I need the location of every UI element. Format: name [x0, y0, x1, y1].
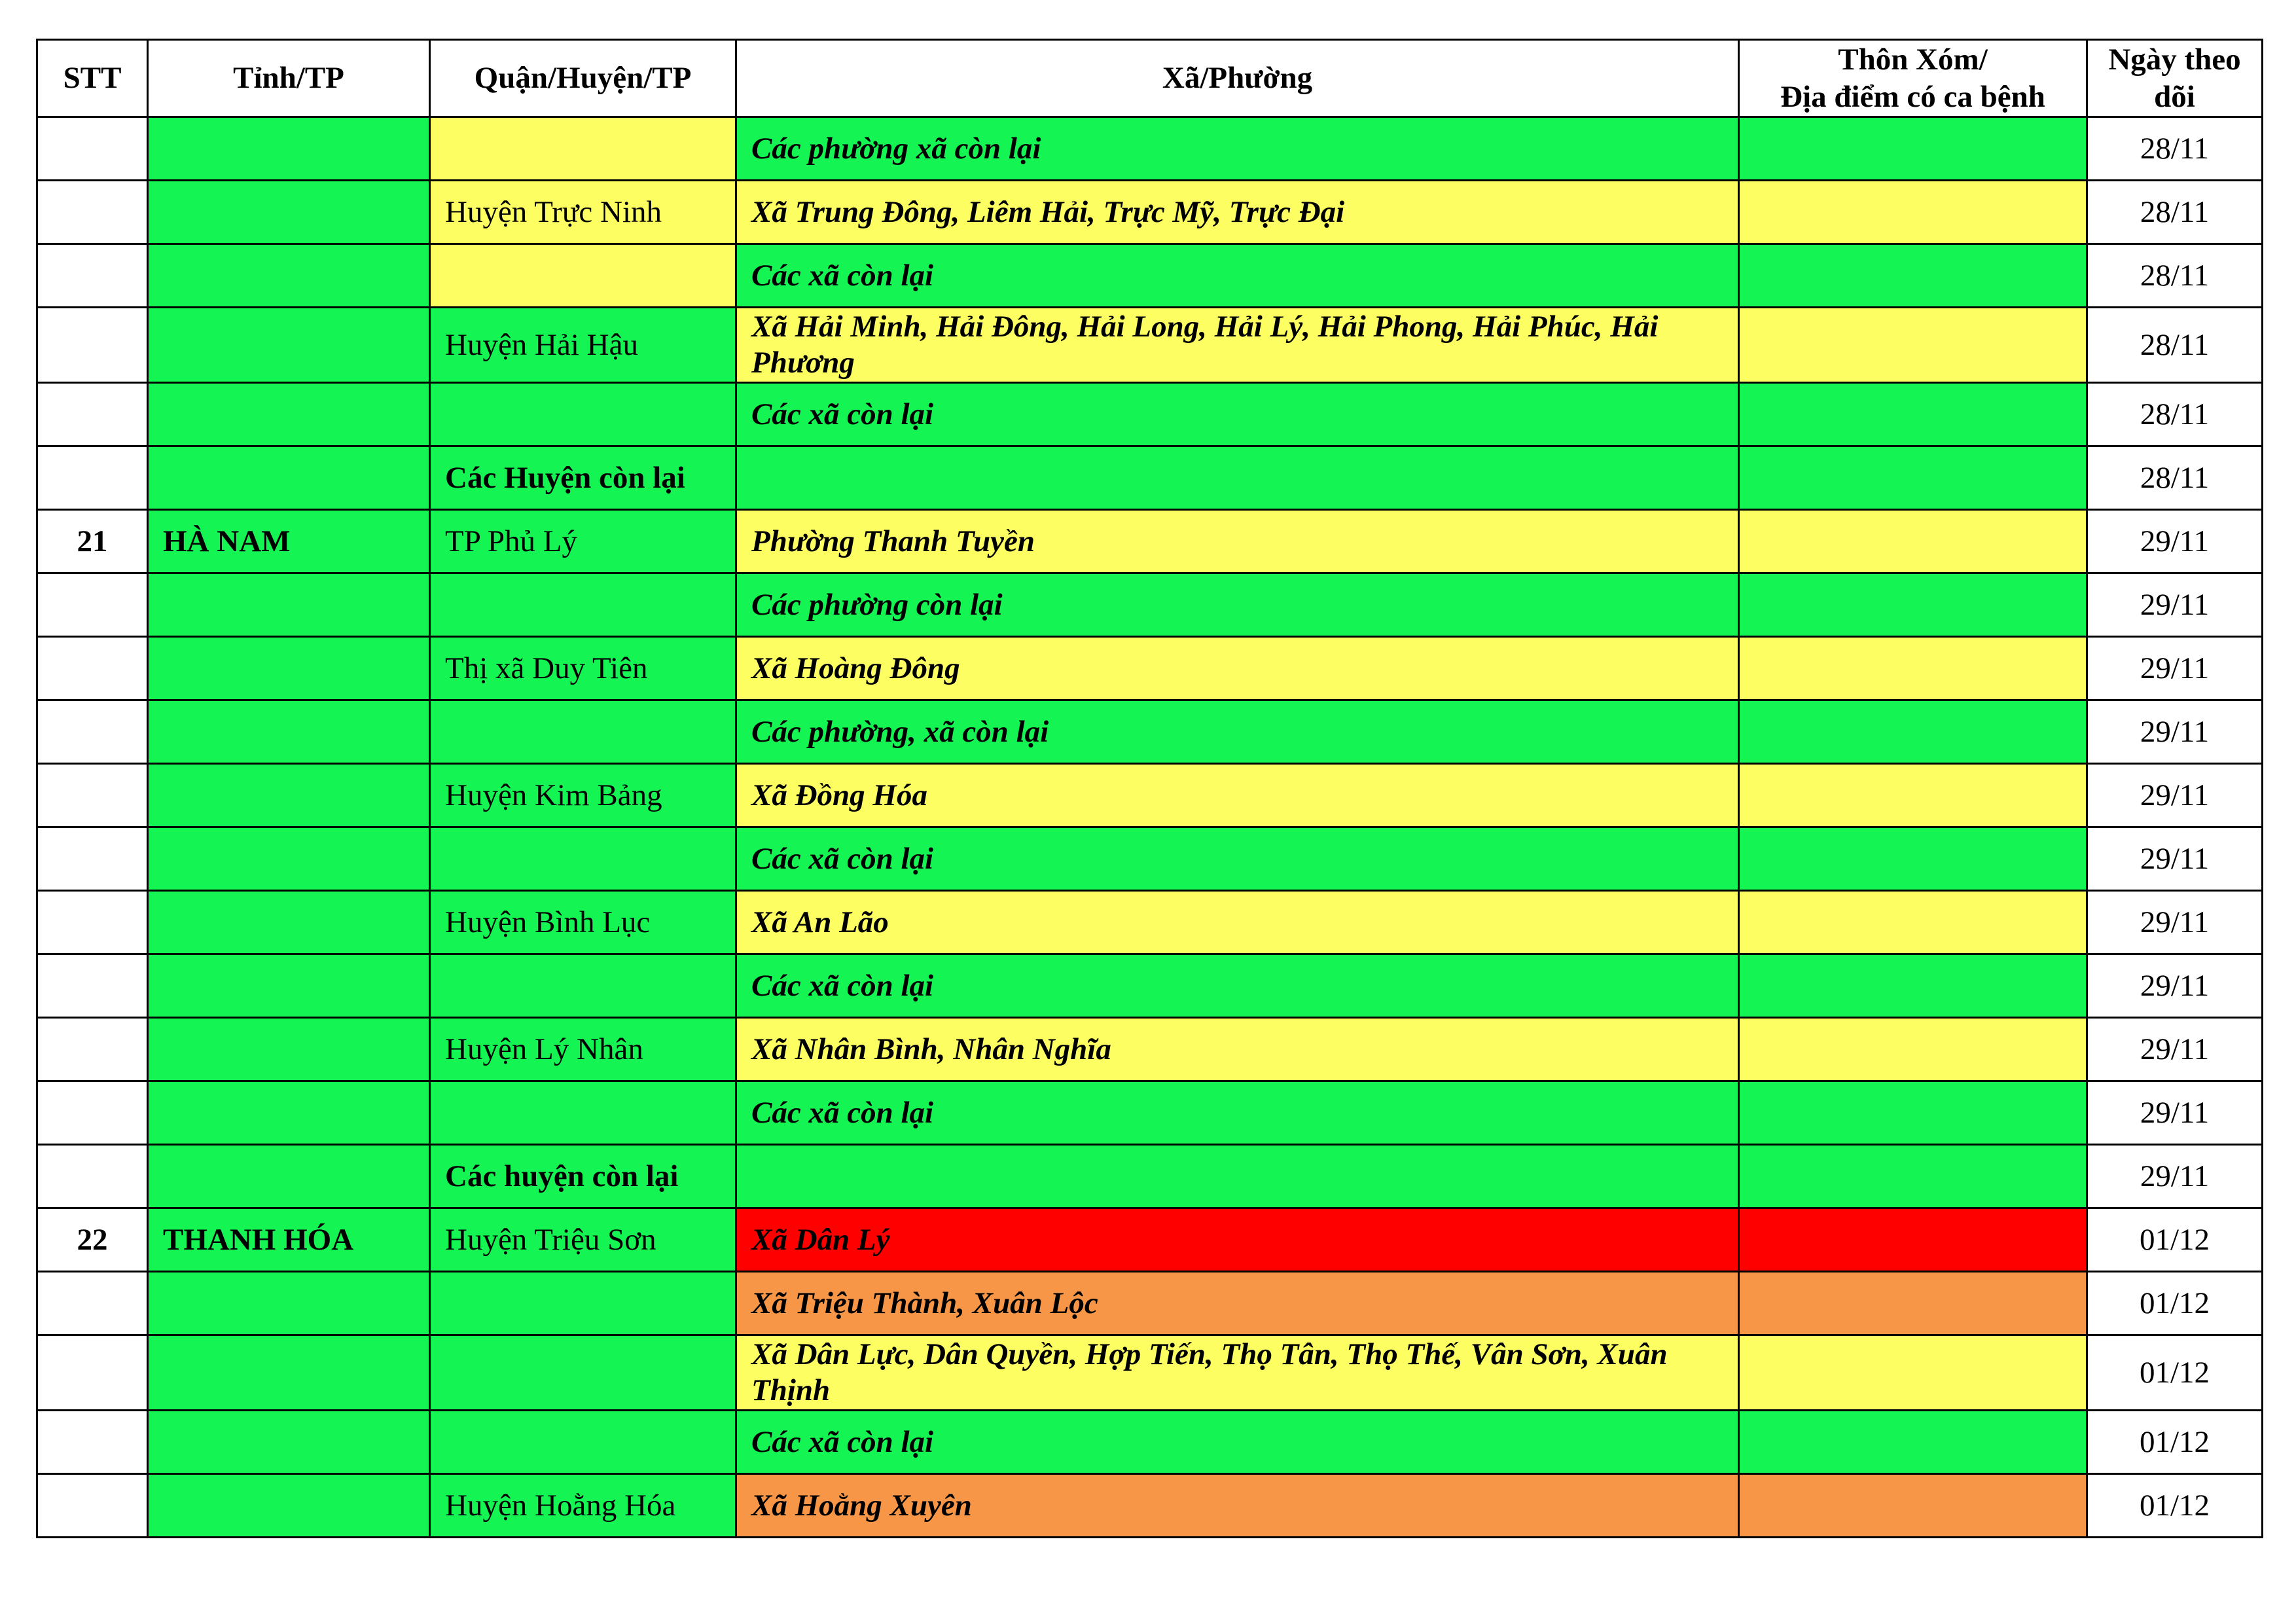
- table-row: [37, 383, 2263, 446]
- cell-province: [148, 637, 430, 700]
- table-row: [37, 573, 2263, 637]
- cell-stt: [37, 1018, 148, 1081]
- cell-ward: Xã Hải Minh, Hải Đông, Hải Long, Hải Lý, Hải Phong, Hải Phúc, Hải Phương: [736, 308, 1739, 383]
- cell-hamlet: [1739, 764, 2087, 827]
- cell-province: [148, 827, 430, 891]
- cell-stt: [37, 308, 148, 383]
- cell-ward: Xã Dân Lý: [736, 1208, 1739, 1272]
- table-row: [37, 954, 2263, 1018]
- cell-district: [430, 1272, 736, 1335]
- table-row: [37, 764, 2263, 827]
- cell-date: 29/11: [2087, 510, 2263, 573]
- cell-district: Huyện Bình Lục: [430, 891, 736, 954]
- table-row: [37, 1145, 2263, 1208]
- cell-hamlet: [1739, 446, 2087, 510]
- cell-hamlet: [1739, 510, 2087, 573]
- cell-hamlet: [1739, 244, 2087, 308]
- cell-hamlet: [1739, 1208, 2087, 1272]
- cell-ward: Các xã còn lại: [736, 383, 1739, 446]
- table-body: [37, 117, 2263, 1538]
- header-ward: Xã/Phường: [736, 40, 1739, 117]
- cell-district: Huyện Trực Ninh: [430, 181, 736, 244]
- cell-date: 29/11: [2087, 573, 2263, 637]
- table-row: [37, 244, 2263, 308]
- cell-district: [430, 1411, 736, 1474]
- cell-district: Huyện Lý Nhân: [430, 1018, 736, 1081]
- cell-ward: [736, 1145, 1739, 1208]
- cell-stt: [37, 117, 148, 181]
- cell-stt: [37, 827, 148, 891]
- cell-stt: [37, 700, 148, 764]
- table-row: [37, 827, 2263, 891]
- cell-ward: Xã Triệu Thành, Xuân Lộc: [736, 1272, 1739, 1335]
- cell-date: 01/12: [2087, 1335, 2263, 1411]
- cell-province: [148, 700, 430, 764]
- cell-province: [148, 181, 430, 244]
- cell-date: 29/11: [2087, 891, 2263, 954]
- cell-hamlet: [1739, 1081, 2087, 1145]
- cell-hamlet: [1739, 1272, 2087, 1335]
- cell-district: Huyện Hoằng Hóa: [430, 1474, 736, 1538]
- cell-ward: Xã Trung Đông, Liêm Hải, Trực Mỹ, Trực Đại: [736, 181, 1739, 244]
- table-row: [37, 308, 2263, 383]
- cell-district: Các Huyện còn lại: [430, 446, 736, 510]
- cell-stt: [37, 1272, 148, 1335]
- cell-ward: Các xã còn lại: [736, 1411, 1739, 1474]
- cell-hamlet: [1739, 1335, 2087, 1411]
- cell-province: [148, 308, 430, 383]
- cell-province: [148, 1018, 430, 1081]
- cell-district: Huyện Hải Hậu: [430, 308, 736, 383]
- cell-date: 28/11: [2087, 117, 2263, 181]
- cell-date: 29/11: [2087, 1081, 2263, 1145]
- cell-stt: [37, 954, 148, 1018]
- header-district: Quận/Huyện/TP: [430, 40, 736, 117]
- cell-hamlet: [1739, 700, 2087, 764]
- cell-hamlet: [1739, 1411, 2087, 1474]
- cell-province: [148, 764, 430, 827]
- cell-stt: 22: [37, 1208, 148, 1272]
- cell-stt: [37, 1474, 148, 1538]
- cell-district: [430, 1335, 736, 1411]
- cell-province: [148, 1081, 430, 1145]
- cell-date: 28/11: [2087, 308, 2263, 383]
- cell-date: 29/11: [2087, 700, 2263, 764]
- cell-ward: Xã Hoàng Đông: [736, 637, 1739, 700]
- cell-stt: [37, 1145, 148, 1208]
- table-row: [37, 181, 2263, 244]
- cell-province: HÀ NAM: [148, 510, 430, 573]
- cell-district: Thị xã Duy Tiên: [430, 637, 736, 700]
- header-hamlet: [1739, 40, 2087, 117]
- cell-district: [430, 1081, 736, 1145]
- table-row: [37, 700, 2263, 764]
- cell-hamlet: [1739, 573, 2087, 637]
- cell-date: 29/11: [2087, 827, 2263, 891]
- cell-stt: [37, 181, 148, 244]
- cell-stt: [37, 573, 148, 637]
- cell-stt: [37, 383, 148, 446]
- header-stt: STT: [37, 40, 148, 117]
- table-row: [37, 1474, 2263, 1538]
- cell-province: [148, 891, 430, 954]
- cell-date: 29/11: [2087, 1145, 2263, 1208]
- cell-date: 01/12: [2087, 1208, 2263, 1272]
- cell-province: [148, 1335, 430, 1411]
- cell-province: [148, 117, 430, 181]
- cell-ward: Các xã còn lại: [736, 1081, 1739, 1145]
- cell-ward: Xã Dân Lực, Dân Quyền, Hợp Tiến, Thọ Tân, Thọ Thế, Vân Sơn, Xuân Thịnh: [736, 1335, 1739, 1411]
- monitoring-table: [36, 39, 2263, 1538]
- cell-stt: [37, 1081, 148, 1145]
- cell-hamlet: [1739, 891, 2087, 954]
- cell-ward: Xã Nhân Bình, Nhân Nghĩa: [736, 1018, 1739, 1081]
- cell-stt: [37, 446, 148, 510]
- cell-ward: Các xã còn lại: [736, 954, 1739, 1018]
- cell-date: 29/11: [2087, 764, 2263, 827]
- cell-ward: [736, 446, 1739, 510]
- cell-district: Huyện Kim Bảng: [430, 764, 736, 827]
- cell-stt: [37, 1411, 148, 1474]
- header-hamlet-line1: Thôn Xóm/: [1838, 43, 1988, 77]
- cell-district: [430, 700, 736, 764]
- cell-hamlet: [1739, 383, 2087, 446]
- cell-province: [148, 1411, 430, 1474]
- cell-district: Các huyện còn lại: [430, 1145, 736, 1208]
- header-hamlet-line2: Địa điểm có ca bệnh: [1780, 79, 2045, 114]
- cell-ward: Xã An Lão: [736, 891, 1739, 954]
- table-row: [37, 1411, 2263, 1474]
- table-row: [37, 1081, 2263, 1145]
- table-row: [37, 1018, 2263, 1081]
- cell-date: 01/12: [2087, 1411, 2263, 1474]
- table-row: [37, 510, 2263, 573]
- cell-stt: [37, 891, 148, 954]
- cell-date: 01/12: [2087, 1474, 2263, 1538]
- table-row: [37, 117, 2263, 181]
- cell-district: [430, 573, 736, 637]
- cell-province: [148, 1272, 430, 1335]
- cell-hamlet: [1739, 637, 2087, 700]
- cell-hamlet: [1739, 181, 2087, 244]
- cell-district: TP Phủ Lý: [430, 510, 736, 573]
- table-row: [37, 1208, 2263, 1272]
- cell-district: [430, 117, 736, 181]
- header-row: [37, 40, 2263, 117]
- cell-date: 29/11: [2087, 1018, 2263, 1081]
- cell-ward: Xã Đồng Hóa: [736, 764, 1739, 827]
- table-row: [37, 1272, 2263, 1335]
- cell-province: [148, 1474, 430, 1538]
- cell-district: Huyện Triệu Sơn: [430, 1208, 736, 1272]
- cell-province: [148, 244, 430, 308]
- cell-ward: Các phường, xã còn lại: [736, 700, 1739, 764]
- cell-province: [148, 1145, 430, 1208]
- cell-district: [430, 383, 736, 446]
- cell-province: THANH HÓA: [148, 1208, 430, 1272]
- cell-ward: Các xã còn lại: [736, 827, 1739, 891]
- cell-ward: Phường Thanh Tuyền: [736, 510, 1739, 573]
- cell-hamlet: [1739, 1018, 2087, 1081]
- table-row: [37, 446, 2263, 510]
- cell-stt: [37, 764, 148, 827]
- table-row: [37, 637, 2263, 700]
- cell-province: [148, 383, 430, 446]
- cell-stt: 21: [37, 510, 148, 573]
- cell-date: 28/11: [2087, 181, 2263, 244]
- header-date: [2087, 40, 2263, 117]
- cell-date: 01/12: [2087, 1272, 2263, 1335]
- cell-hamlet: [1739, 1145, 2087, 1208]
- table-row: [37, 1335, 2263, 1411]
- cell-ward: Các xã còn lại: [736, 244, 1739, 308]
- cell-district: [430, 244, 736, 308]
- cell-province: [148, 446, 430, 510]
- cell-district: [430, 827, 736, 891]
- cell-ward: Các phường còn lại: [736, 573, 1739, 637]
- cell-ward: Các phường xã còn lại: [736, 117, 1739, 181]
- cell-date: 28/11: [2087, 446, 2263, 510]
- cell-stt: [37, 1335, 148, 1411]
- cell-date: 28/11: [2087, 383, 2263, 446]
- cell-stt: [37, 637, 148, 700]
- cell-date: 29/11: [2087, 637, 2263, 700]
- header-province: Tỉnh/TP: [148, 40, 430, 117]
- cell-date: 28/11: [2087, 244, 2263, 308]
- cell-ward: Xã Hoằng Xuyên: [736, 1474, 1739, 1538]
- cell-hamlet: [1739, 827, 2087, 891]
- table-row: [37, 891, 2263, 954]
- cell-district: [430, 954, 736, 1018]
- cell-stt: [37, 244, 148, 308]
- header-date-line2: dõi: [2154, 79, 2195, 114]
- cell-hamlet: [1739, 1474, 2087, 1538]
- cell-hamlet: [1739, 954, 2087, 1018]
- cell-province: [148, 954, 430, 1018]
- header-date-line1: Ngày theo: [2108, 43, 2241, 77]
- cell-province: [148, 573, 430, 637]
- cell-date: 29/11: [2087, 954, 2263, 1018]
- cell-hamlet: [1739, 117, 2087, 181]
- cell-hamlet: [1739, 308, 2087, 383]
